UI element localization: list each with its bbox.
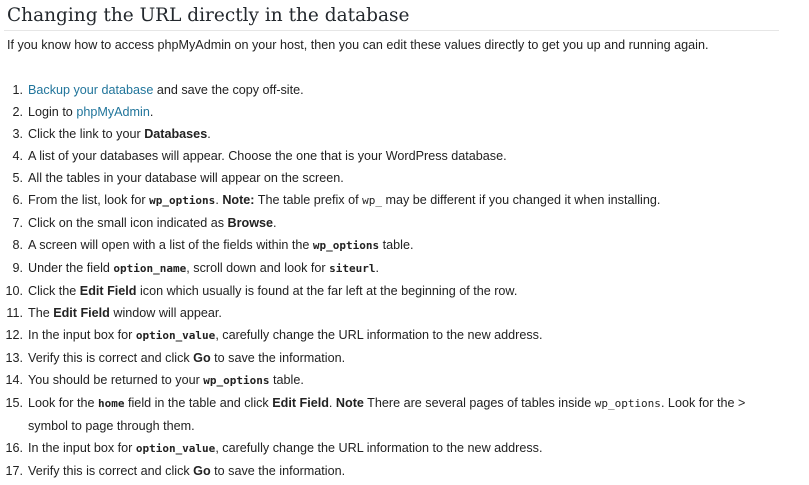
list-item: 14. You should be returned to your wp_options table.: [5, 373, 304, 387]
intro-paragraph: If you know how to access phpMyAdmin on your host, then you can edit these values directly to get you up and running again.: [7, 38, 709, 52]
phpmyadmin-link[interactable]: phpMyAdmin: [76, 105, 150, 119]
list-item: 11. The Edit Field window will appear.: [6, 306, 222, 320]
steps-list: [0, 79, 800, 482]
list-item: 2. Login to phpMyAdmin.: [12, 105, 154, 119]
list-item: 16. In the input box for option_value, carefully change the URL information to the new address.: [5, 441, 543, 455]
list-item: 1. Backup your database and save the copy off-site.: [12, 83, 304, 97]
list-item: 13. Verify this is correct and click Go to save the information.: [5, 351, 346, 365]
list-item: 12. In the input box for option_value, carefully change the URL information to the new address.: [5, 328, 543, 342]
list-item: 6. From the list, look for wp_options. Note: The table prefix of wp_ may be different if you changed it when installing.: [12, 193, 661, 207]
list-item: 3. Click the link to your Databases.: [12, 127, 211, 141]
list-item: 4. A list of your databases will appear. Choose the one that is your WordPress database.: [12, 149, 507, 163]
title-divider: [4, 30, 779, 31]
list-item: 8. A screen will open with a list of the fields within the wp_options table.: [12, 238, 414, 252]
list-item: 9. Under the field option_name, scroll down and look for siteurl.: [12, 261, 379, 275]
list-item: 17. Verify this is correct and click Go to save the information.: [5, 464, 346, 478]
backup-database-link[interactable]: Backup your database: [28, 83, 154, 97]
list-item: 5. All the tables in your database will appear on the screen.: [12, 171, 344, 185]
list-item: 10. Click the Edit Field icon which usually is found at the far left at the beginning of the row.: [5, 284, 518, 298]
page-title: Changing the URL directly in the database: [7, 5, 410, 26]
list-item: 7. Click on the small icon indicated as Browse.: [12, 216, 277, 230]
list-item: 15. Look for the home field in the table and click Edit Field. Note There are several pages of tables inside wp_options. Look for the > symbol to page through them.: [5, 396, 746, 433]
greater-than-symbol: >: [737, 396, 746, 410]
